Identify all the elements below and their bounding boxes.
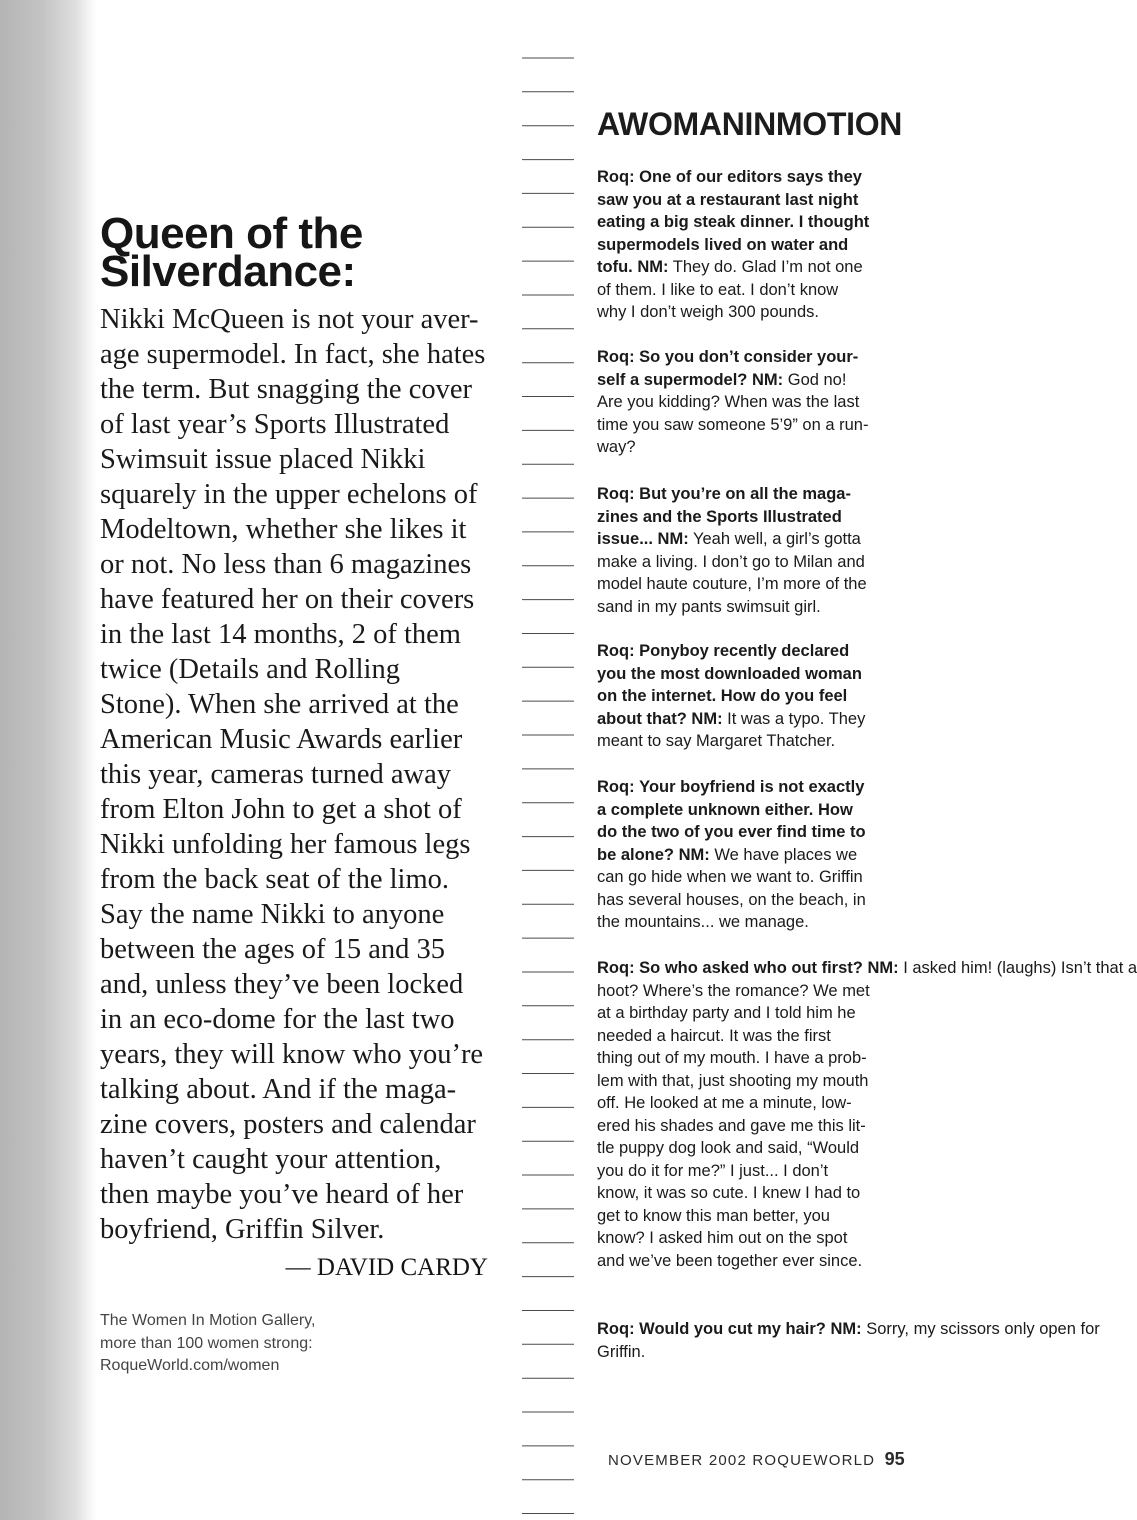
question-line [597, 166, 927, 189]
answer-line: Griffin. [597, 1342, 646, 1361]
question-line [597, 776, 927, 799]
intro-line: have featured her on their covers [100, 584, 475, 615]
interview-item [597, 776, 927, 934]
intro-line: and, unless they’ve been locked [100, 969, 464, 1000]
answer-text: I asked him! (laughs) Isn’t that a [903, 959, 1137, 977]
intro-paragraph [100, 302, 510, 1247]
question-line [597, 256, 927, 279]
answer-line: lem with that, just shooting my mouth [597, 1071, 869, 1090]
page-number: 95 [884, 1449, 905, 1469]
intro-line: then maybe you’ve heard of her [100, 1179, 464, 1210]
answer-line: Are you kidding? When was the last [597, 393, 860, 411]
question-line [597, 844, 927, 867]
ruled-lines [520, 0, 576, 1520]
interview-item [597, 957, 1137, 1272]
answer-line: you do it for me?” I just... I don’t [597, 1161, 829, 1180]
answer-line: way? [597, 438, 636, 456]
speaker-nm: NM: [830, 1320, 862, 1338]
question-text: do the two of you ever find time to [597, 823, 866, 841]
answer-text: They do. Glad I’m not one [672, 258, 863, 276]
speaker-nm: NM: [637, 258, 669, 276]
answer-line: model haute couture, I’m more of the [597, 575, 867, 593]
answer-line: off. He looked at me a minute, low- [597, 1094, 852, 1112]
answer-line: thing out of my mouth. I have a prob- [597, 1049, 867, 1067]
answer-line: the mountains... we manage. [597, 913, 809, 931]
question-text: saw you at a restaurant last night [597, 190, 859, 209]
page-spine-shadow [0, 0, 96, 1520]
intro-line: age supermodel. In fact, she hates [100, 339, 486, 370]
author-byline: — DAVID CARDY [285, 1254, 488, 1281]
question-text: be alone? [597, 845, 675, 864]
intro-line: this year, cameras turned away [100, 759, 451, 790]
answer-text: God no! [787, 370, 847, 389]
answer-line: meant to say Margaret Thatcher. [597, 732, 836, 750]
intro-line: zine covers, posters and calendar [100, 1109, 476, 1140]
question-text: issue... [597, 530, 653, 548]
interview-item [597, 166, 927, 324]
answer-line: tle puppy dog look and said, “Would [597, 1139, 860, 1157]
intro-line: or not. No less than 6 magazines [100, 549, 472, 580]
answer-line: hoot? Where’s the romance? We met [597, 981, 870, 1000]
speaker-roq: Roq: [597, 168, 635, 186]
question-text: tofu. [597, 258, 633, 276]
intro-line: haven’t caught your attention, [100, 1144, 442, 1175]
answer-line: has several houses, on the beach, in [597, 890, 866, 909]
question-line [597, 957, 1137, 980]
intro-line: Nikki unfolding her famous legs [100, 829, 471, 860]
speaker-nm: NM: [678, 845, 710, 864]
question-line [597, 211, 927, 234]
question-text: a complete unknown either. How [597, 800, 853, 819]
interview-item [597, 346, 927, 459]
speaker-roq: Roq: [597, 642, 635, 660]
question-text: Would you cut my hair? [639, 1320, 826, 1338]
question-text: self a supermodel? [597, 370, 748, 389]
intro-line: twice (Details and Rolling [100, 654, 400, 685]
intro-line: Say the name Nikki to anyone [100, 899, 445, 930]
question-text: One of our editors says they [639, 168, 862, 186]
intro-line: Modeltown, whether she likes it [100, 514, 467, 545]
gallery-note [100, 1310, 400, 1378]
question-line [597, 528, 927, 551]
answer-line: know, it was so cute. I knew I had to [597, 1184, 861, 1202]
speaker-nm: NM: [867, 959, 899, 977]
intro-line: between the ages of 15 and 35 [100, 934, 446, 965]
question-line [597, 1318, 1100, 1341]
question-line [597, 483, 927, 506]
question-text: about that? [597, 709, 687, 728]
question-text: Ponyboy recently declared [639, 642, 850, 660]
question-line [597, 708, 927, 731]
speaker-nm: NM: [751, 370, 784, 389]
question-line [597, 506, 927, 529]
headline-line-2: Silverdance: [100, 247, 356, 296]
intro-line: from the back seat of the limo. [100, 864, 450, 895]
question-line [597, 799, 927, 822]
section-title: AWOMANINMOTION [597, 106, 903, 142]
question-text: zines and the Sports Illustrated [597, 507, 842, 526]
speaker-roq: Roq: [597, 959, 635, 977]
footer-issue: NOVEMBER 2002 ROQUEWORLD [608, 1452, 876, 1469]
answer-line: needed a haircut. It was the first [597, 1026, 831, 1045]
intro-line: in the last 14 months, 2 of them [100, 619, 461, 650]
interview-item [597, 640, 927, 753]
speaker-nm: NM: [691, 709, 723, 728]
intro-line: in an eco-dome for the last two [100, 1004, 455, 1035]
intro-line: Swimsuit issue placed Nikki [100, 444, 426, 475]
question-text: supermodels lived on water and [597, 235, 849, 254]
answer-line: make a living. I don’t go to Milan and [597, 552, 865, 571]
question-line [597, 663, 927, 686]
intro-line: Stone). When she arrived at the [100, 689, 459, 720]
intro-line: talking about. And if the maga- [100, 1074, 457, 1105]
ruled-margin [520, 0, 576, 1520]
intro-line: squarely in the upper echelons of [100, 479, 478, 510]
intro-line: of last year’s Sports Illustrated [100, 409, 450, 440]
question-line [597, 821, 927, 844]
answer-text: We have places we [714, 845, 858, 864]
answer-line: ered his shades and gave me this lit- [597, 1116, 866, 1135]
intro-line: from Elton John to get a shot of [100, 794, 462, 825]
speaker-roq: Roq: [597, 485, 635, 503]
answer-line: time you saw someone 5’9” on a run- [597, 415, 869, 434]
headline-line-1: Queen of the [100, 209, 363, 258]
speaker-roq: Roq: [597, 1320, 635, 1338]
question-line [597, 346, 927, 369]
answer-line: know? I asked him out on the spot [597, 1229, 848, 1247]
question-text: So who asked who out first? [639, 959, 863, 977]
answer-text: It was a typo. They [727, 709, 866, 728]
answer-text: Sorry, my scissors only open for [866, 1320, 1100, 1338]
question-text: eating a big steak dinner. I thought [597, 213, 870, 231]
answer-line: and we’ve been together ever since. [597, 1251, 863, 1270]
intro-line: years, they will know who you’re [100, 1039, 484, 1070]
gallery-note-line: more than 100 women strong: [100, 1334, 313, 1352]
interview-item [597, 1318, 1100, 1363]
question-text: on the internet. How do you feel [597, 687, 848, 705]
gallery-url[interactable]: RoqueWorld.com/women [100, 1357, 280, 1374]
question-text: But you’re on all the maga- [639, 485, 851, 503]
answer-line: of them. I like to eat. I don’t know [597, 280, 839, 299]
question-line [597, 189, 927, 212]
answer-line: why I don’t weigh 300 pounds. [597, 303, 819, 321]
page-footer [608, 1449, 905, 1470]
answer-line: sand in my pants swimsuit girl. [597, 597, 821, 616]
intro-line: American Music Awards earlier [100, 724, 463, 755]
speaker-roq: Roq: [597, 348, 635, 366]
question-text: Your boyfriend is not exactly [639, 778, 865, 796]
speaker-roq: Roq: [597, 778, 635, 796]
answer-text: Yeah well, a girl’s gotta [693, 530, 861, 548]
answer-line: get to know this man better, you [597, 1206, 830, 1225]
answer-line: at a birthday party and I told him he [597, 1004, 856, 1022]
answer-line: can go hide when we want to. Griffin [597, 868, 863, 886]
question-line [597, 640, 927, 663]
headline [100, 209, 510, 296]
interview-item [597, 483, 927, 618]
question-text: you the most downloaded woman [597, 664, 862, 683]
question-line [597, 685, 927, 708]
intro-line: the term. But snagging the cover [100, 374, 472, 405]
gallery-note-line: The Women In Motion Gallery, [100, 1312, 316, 1329]
question-line [597, 369, 927, 392]
intro-line: Nikki McQueen is not your aver- [100, 304, 479, 335]
speaker-nm: NM: [657, 530, 689, 548]
question-line [597, 234, 927, 257]
intro-line: boyfriend, Griffin Silver. [100, 1214, 385, 1245]
question-text: So you don’t consider your- [639, 348, 859, 366]
